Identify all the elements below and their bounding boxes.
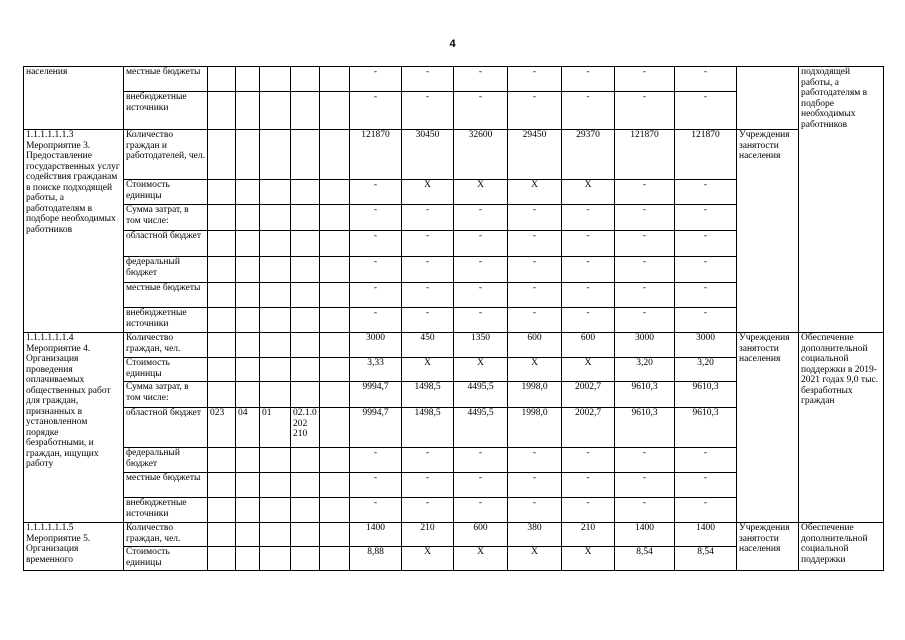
code-cell xyxy=(320,308,350,333)
value-cell: - xyxy=(350,498,402,523)
value-cell: Х xyxy=(562,547,615,571)
indicator-cell: местные бюджеты xyxy=(124,67,208,92)
value-cell: - xyxy=(454,92,508,130)
value-cell: - xyxy=(350,308,402,333)
indicator-cell: Количество граждан, чел. xyxy=(124,333,208,358)
code-cell: 02.1.0202 210 xyxy=(291,408,320,448)
code-cell xyxy=(320,205,350,231)
value-cell: - xyxy=(402,283,454,308)
value-cell: Х xyxy=(562,180,615,205)
responsible-cell xyxy=(737,67,799,130)
value-cell: 4495,5 xyxy=(454,382,508,408)
value-cell: - xyxy=(562,257,615,283)
code-cell xyxy=(320,67,350,92)
value-cell: Х xyxy=(508,547,562,571)
value-cell: - xyxy=(615,257,675,283)
value-cell: - xyxy=(350,205,402,231)
budget-table xyxy=(23,66,884,571)
value-cell: - xyxy=(615,67,675,92)
code-cell: 023 xyxy=(208,408,236,448)
value-cell: 30450 xyxy=(402,130,454,180)
value-cell: - xyxy=(454,257,508,283)
code-cell xyxy=(260,257,291,283)
code-cell xyxy=(260,333,291,358)
code-cell xyxy=(291,498,320,523)
value-cell: 1400 xyxy=(675,523,737,547)
value-cell: Х xyxy=(454,358,508,382)
value-cell: - xyxy=(454,473,508,498)
code-cell xyxy=(291,308,320,333)
indicator-cell: федеральный бюджет xyxy=(124,257,208,283)
indicator-cell: Стоимость единицы xyxy=(124,358,208,382)
value-cell: 3,20 xyxy=(675,358,737,382)
code-cell xyxy=(208,257,236,283)
value-cell: 8,54 xyxy=(675,547,737,571)
result-cell: подходящей работы, а работодателям в подборе необходимых работников xyxy=(799,67,884,333)
code-cell xyxy=(260,382,291,408)
value-cell: - xyxy=(675,498,737,523)
code-cell xyxy=(320,130,350,180)
code-cell xyxy=(236,205,260,231)
code-cell xyxy=(260,67,291,92)
indicator-cell: Стоимость единицы xyxy=(124,180,208,205)
value-cell: 9994,7 xyxy=(350,408,402,448)
value-cell: 4495,5 xyxy=(454,408,508,448)
code-cell xyxy=(208,358,236,382)
indicator-cell: Сумма затрат, в том числе: xyxy=(124,382,208,408)
value-cell: - xyxy=(402,473,454,498)
code-cell xyxy=(236,547,260,571)
indicator-cell: Стоимость единицы xyxy=(124,547,208,571)
value-cell: Х xyxy=(454,547,508,571)
value-cell: 9610,3 xyxy=(675,382,737,408)
table-row xyxy=(24,130,884,180)
value-cell: - xyxy=(402,67,454,92)
code-cell xyxy=(320,333,350,358)
value-cell: - xyxy=(350,92,402,130)
code-cell xyxy=(291,205,320,231)
code-cell xyxy=(208,92,236,130)
code-cell xyxy=(291,333,320,358)
value-cell: - xyxy=(508,473,562,498)
indicator-cell: областной бюджет xyxy=(124,408,208,448)
value-cell: 210 xyxy=(562,523,615,547)
code-cell xyxy=(260,358,291,382)
code-cell xyxy=(236,473,260,498)
value-cell: - xyxy=(508,308,562,333)
value-cell: - xyxy=(402,92,454,130)
indicator-cell: внебюджетные источники xyxy=(124,308,208,333)
code-cell xyxy=(208,333,236,358)
value-cell: 32600 xyxy=(454,130,508,180)
value-cell: 1498,5 xyxy=(402,408,454,448)
responsible-cell: Учреждения занятости населения xyxy=(737,333,799,523)
value-cell: - xyxy=(350,448,402,473)
value-cell: 380 xyxy=(508,523,562,547)
code-cell xyxy=(208,523,236,547)
code-cell xyxy=(208,498,236,523)
code-cell xyxy=(208,283,236,308)
value-cell: - xyxy=(454,283,508,308)
value-cell: 3,33 xyxy=(350,358,402,382)
value-cell: Х xyxy=(508,180,562,205)
code-cell xyxy=(291,358,320,382)
code-cell xyxy=(291,180,320,205)
value-cell: 1350 xyxy=(454,333,508,358)
value-cell: 600 xyxy=(508,333,562,358)
value-cell: - xyxy=(675,92,737,130)
code-cell xyxy=(320,498,350,523)
value-cell: - xyxy=(454,448,508,473)
value-cell: 2002,7 xyxy=(562,382,615,408)
value-cell: - xyxy=(675,67,737,92)
value-cell: 1498,5 xyxy=(402,382,454,408)
code-cell xyxy=(208,180,236,205)
value-cell: 1400 xyxy=(350,523,402,547)
value-cell: - xyxy=(562,92,615,130)
value-cell: 9610,3 xyxy=(675,408,737,448)
indicator-cell: внебюджетные источники xyxy=(124,92,208,130)
value-cell: - xyxy=(402,308,454,333)
code-cell xyxy=(291,130,320,180)
row-name: населения xyxy=(24,67,124,130)
code-cell xyxy=(236,257,260,283)
table-row xyxy=(24,523,884,547)
value-cell: 121870 xyxy=(615,130,675,180)
value-cell: - xyxy=(562,448,615,473)
value-cell: - xyxy=(675,448,737,473)
value-cell: - xyxy=(454,498,508,523)
value-cell: - xyxy=(402,257,454,283)
code-cell xyxy=(291,523,320,547)
indicator-cell: Количество граждан и работодателей, чел. xyxy=(124,130,208,180)
result-cell: Обеспечение дополнительной социальной поддержки в 2019-2021 годах 9,0 тыс. безработных граждан xyxy=(799,333,884,523)
code-cell xyxy=(236,498,260,523)
code-cell xyxy=(236,308,260,333)
code-cell xyxy=(320,473,350,498)
code-cell xyxy=(208,308,236,333)
value-cell: Х xyxy=(402,358,454,382)
value-cell: - xyxy=(615,205,675,231)
code-cell xyxy=(260,283,291,308)
code-cell xyxy=(320,408,350,448)
code-cell xyxy=(236,448,260,473)
value-cell: - xyxy=(615,448,675,473)
value-cell: - xyxy=(615,498,675,523)
value-cell: - xyxy=(675,205,737,231)
indicator-cell: федеральный бюджет xyxy=(124,448,208,473)
code-cell xyxy=(260,205,291,231)
row-name: 1.1.1.1.1.1.4 Мероприятие 4. Организация проведения оплачиваемых общественных работ для граждан, признанных в установленном порядке безработными, и граждан, ищущих работу xyxy=(24,333,124,523)
value-cell: 1400 xyxy=(615,523,675,547)
value-cell: - xyxy=(350,180,402,205)
table-row xyxy=(24,333,884,358)
row-name: 1.1.1.1.1.1.3 Мероприятие 3. Предоставление государственных услуг содействия гражданам в поиске подходящей работы, а работодателям в подборе необходимых работников xyxy=(24,130,124,333)
value-cell: 29370 xyxy=(562,130,615,180)
code-cell xyxy=(236,67,260,92)
row-name: 1.1.1.1.1.1.5 Мероприятие 5. Организация временного xyxy=(24,523,124,571)
table-row xyxy=(24,67,884,92)
code-cell xyxy=(291,382,320,408)
value-cell: - xyxy=(508,205,562,231)
code-cell xyxy=(208,547,236,571)
code-cell xyxy=(260,498,291,523)
code-cell xyxy=(236,333,260,358)
value-cell: Х xyxy=(402,180,454,205)
value-cell: - xyxy=(402,205,454,231)
code-cell xyxy=(320,231,350,257)
code-cell xyxy=(236,180,260,205)
value-cell: 8,88 xyxy=(350,547,402,571)
code-cell xyxy=(208,473,236,498)
code-cell: 04 xyxy=(236,408,260,448)
code-cell xyxy=(291,231,320,257)
code-cell: 01 xyxy=(260,408,291,448)
code-cell xyxy=(260,547,291,571)
value-cell: - xyxy=(615,473,675,498)
value-cell: 9994,7 xyxy=(350,382,402,408)
code-cell xyxy=(208,382,236,408)
value-cell: - xyxy=(508,92,562,130)
indicator-cell: внебюджетные источники xyxy=(124,498,208,523)
value-cell: - xyxy=(402,231,454,257)
value-cell: 9610,3 xyxy=(615,408,675,448)
code-cell xyxy=(236,523,260,547)
responsible-cell: Учреждения занятости населения xyxy=(737,523,799,571)
value-cell: - xyxy=(454,231,508,257)
code-cell xyxy=(291,448,320,473)
value-cell: 29450 xyxy=(508,130,562,180)
value-cell: 121870 xyxy=(675,130,737,180)
value-cell: 3000 xyxy=(675,333,737,358)
value-cell: 1998,0 xyxy=(508,408,562,448)
value-cell: 3000 xyxy=(615,333,675,358)
value-cell: 1998,0 xyxy=(508,382,562,408)
value-cell: - xyxy=(562,498,615,523)
code-cell xyxy=(260,92,291,130)
code-cell xyxy=(320,358,350,382)
code-cell xyxy=(320,523,350,547)
code-cell xyxy=(236,130,260,180)
code-cell xyxy=(208,130,236,180)
value-cell: 450 xyxy=(402,333,454,358)
value-cell: 210 xyxy=(402,523,454,547)
code-cell xyxy=(236,231,260,257)
code-cell xyxy=(320,448,350,473)
indicator-cell: областной бюджет xyxy=(124,231,208,257)
page-number: 4 xyxy=(449,38,456,50)
value-cell: - xyxy=(615,92,675,130)
value-cell: - xyxy=(675,308,737,333)
indicator-cell: Количество граждан, чел. xyxy=(124,523,208,547)
code-cell xyxy=(208,231,236,257)
value-cell: 8,54 xyxy=(615,547,675,571)
value-cell: - xyxy=(454,205,508,231)
value-cell: 3000 xyxy=(350,333,402,358)
value-cell: - xyxy=(675,257,737,283)
code-cell xyxy=(320,92,350,130)
value-cell: - xyxy=(615,180,675,205)
code-cell xyxy=(236,382,260,408)
code-cell xyxy=(320,257,350,283)
value-cell: - xyxy=(675,231,737,257)
value-cell: Х xyxy=(454,180,508,205)
code-cell xyxy=(320,382,350,408)
value-cell: Х xyxy=(562,358,615,382)
value-cell: - xyxy=(508,498,562,523)
value-cell: 121870 xyxy=(350,130,402,180)
code-cell xyxy=(291,547,320,571)
value-cell: - xyxy=(350,231,402,257)
value-cell: - xyxy=(508,283,562,308)
code-cell xyxy=(320,547,350,571)
value-cell: - xyxy=(562,283,615,308)
code-cell xyxy=(260,130,291,180)
value-cell: - xyxy=(402,498,454,523)
value-cell: 600 xyxy=(454,523,508,547)
indicator-cell: местные бюджеты xyxy=(124,283,208,308)
code-cell xyxy=(320,180,350,205)
code-cell xyxy=(260,523,291,547)
value-cell: - xyxy=(350,473,402,498)
code-cell xyxy=(208,205,236,231)
indicator-cell: местные бюджеты xyxy=(124,473,208,498)
value-cell: - xyxy=(562,473,615,498)
value-cell: - xyxy=(508,231,562,257)
value-cell: - xyxy=(562,231,615,257)
responsible-cell: Учреждения занятости населения xyxy=(737,130,799,333)
code-cell xyxy=(291,257,320,283)
code-cell xyxy=(260,231,291,257)
value-cell: - xyxy=(615,231,675,257)
value-cell: 2002,7 xyxy=(562,408,615,448)
code-cell xyxy=(208,67,236,92)
code-cell xyxy=(260,473,291,498)
value-cell: - xyxy=(562,67,615,92)
code-cell xyxy=(291,92,320,130)
value-cell: 9610,3 xyxy=(615,382,675,408)
value-cell: - xyxy=(615,283,675,308)
code-cell xyxy=(260,448,291,473)
value-cell: - xyxy=(350,283,402,308)
value-cell: 3,20 xyxy=(615,358,675,382)
value-cell: - xyxy=(350,67,402,92)
value-cell: - xyxy=(350,257,402,283)
result-cell: Обеспечение дополнительной социальной поддержки xyxy=(799,523,884,571)
code-cell xyxy=(208,448,236,473)
value-cell: Х xyxy=(508,358,562,382)
value-cell: - xyxy=(508,448,562,473)
code-cell xyxy=(291,67,320,92)
code-cell xyxy=(236,92,260,130)
code-cell xyxy=(291,473,320,498)
value-cell: - xyxy=(675,180,737,205)
code-cell xyxy=(291,283,320,308)
value-cell: - xyxy=(508,257,562,283)
value-cell: - xyxy=(562,308,615,333)
code-cell xyxy=(260,308,291,333)
value-cell: - xyxy=(562,205,615,231)
value-cell: - xyxy=(454,67,508,92)
code-cell xyxy=(320,283,350,308)
value-cell: - xyxy=(508,67,562,92)
value-cell: - xyxy=(675,473,737,498)
value-cell: - xyxy=(454,308,508,333)
value-cell: 600 xyxy=(562,333,615,358)
value-cell: Х xyxy=(402,547,454,571)
value-cell: - xyxy=(402,448,454,473)
code-cell xyxy=(260,180,291,205)
value-cell: - xyxy=(675,283,737,308)
value-cell: - xyxy=(615,308,675,333)
code-cell xyxy=(236,358,260,382)
indicator-cell: Сумма затрат, в том числе: xyxy=(124,205,208,231)
code-cell xyxy=(236,283,260,308)
